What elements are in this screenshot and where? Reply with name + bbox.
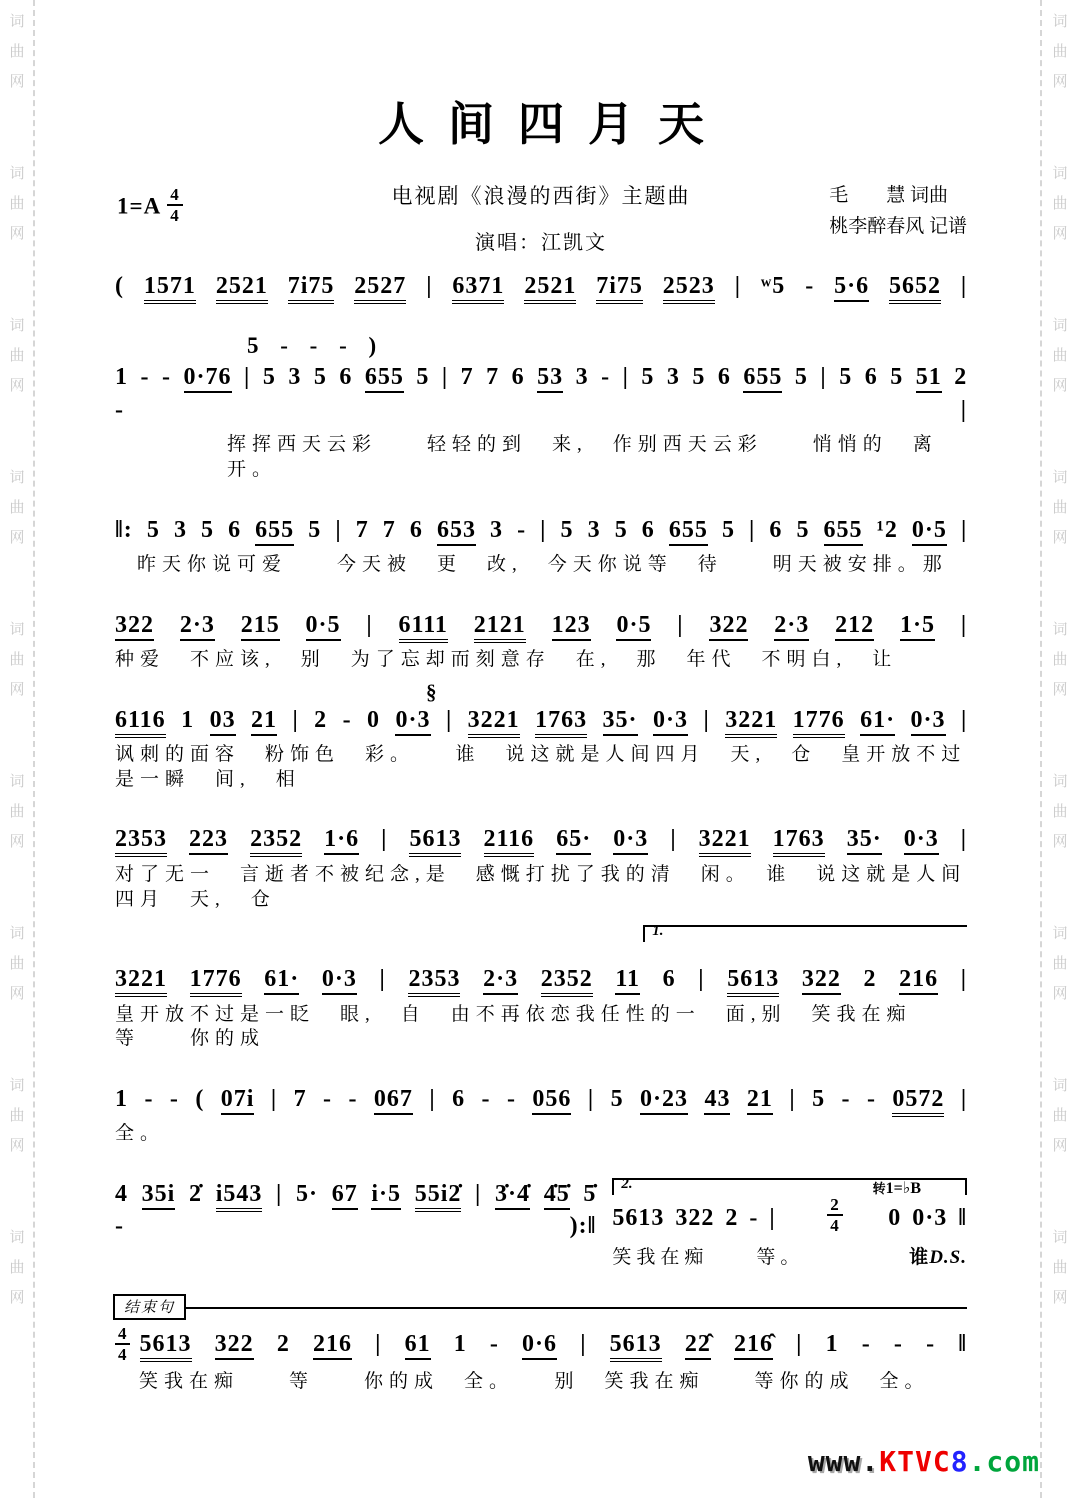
time-signature-bottom: 4 (830, 1216, 840, 1236)
notation-row: 5613 322 2 216 | 61 1 - 0·6 | 5613 22̂ 216̂ | 1 - - - ‖ (140, 1328, 968, 1360)
lyrics-row: 笑我在痴 等。 (612, 1246, 805, 1268)
site-watermark-ktvc: KTVC (879, 1445, 951, 1478)
music-system-6 (115, 823, 967, 912)
site-watermark (808, 1445, 1040, 1478)
music-system-7 (115, 923, 967, 1052)
time-signature-bottom: 4 (170, 206, 180, 226)
notation-row: 6116 1 03 21 | 2 - 0 0·3 | 3221 1763 35· 0·3 | 3221 1776 61· 0·3 | (115, 704, 967, 736)
key-change-value: 1=♭B (885, 1180, 921, 1198)
lyrics-row: 全。 (115, 1123, 166, 1145)
notation-row: 3221 1776 61· 0·3 | 2353 2·3 2352 11 6 | 5613 322 2 216 | (115, 963, 967, 995)
left-watermark-column: 词 曲 网 词 曲 网 词 曲 网 词 曲 网 词 曲 网 词 曲 网 词 曲 网 词 曲 网 词 曲 网 (9, 12, 25, 1306)
key-label: 1=A (117, 193, 162, 219)
notation-segment: 0 0·3 ‖ (888, 1205, 967, 1232)
right-watermark-column: 词 曲 网 词 曲 网 词 曲 网 词 曲 网 词 曲 网 词 曲 网 词 曲 网 词 曲 网 词 曲 网 (1052, 12, 1068, 1306)
music-system-2 (115, 333, 967, 482)
segno-icon: § (425, 679, 437, 704)
site-watermark-www: www. (807, 1445, 880, 1478)
lyrics-row: 皇开放不过是一眨 眼, 自 由不再依恋我任性的一 面,别 笑我在痴 等 你的成 (115, 1003, 962, 1050)
notation-row: 1 - - ( 07i | 7 - - 067 | 6 - - 056 | 5 0·23 43 21 | 5 - - 0572 | (115, 1083, 967, 1115)
transcriber-credit: 桃李醉春风 记谱 (829, 216, 967, 238)
time-signature-bottom: 4 (118, 1345, 127, 1365)
music-system-4 (115, 609, 967, 673)
music-system-3 (115, 514, 967, 578)
ds-lyric: 谁 (909, 1246, 930, 1268)
credits (829, 180, 967, 243)
site-watermark-com: .com (968, 1445, 1040, 1478)
notation-row: 1 - - 0·76 | 5 3 5 6 655 5 | 7 7 6 53 3 - | 5 3 5 6 655 5 | 5 6 5 51 2 - | (115, 364, 968, 423)
lyrics-row: 笑我在痴 等 你的成 全。 别 笑我在痴 等你的成 全。 (139, 1371, 930, 1393)
dal-segno-label (909, 1242, 967, 1269)
score-header (115, 180, 967, 266)
subtitle: 电视剧《浪漫的西街》主题曲 (391, 184, 691, 208)
music-system-8 (115, 1083, 967, 1147)
notation-row: 2353 223 2352 1·6 | 5613 2116 65· 0·3 | 3221 1763 35· 0·3 | (115, 823, 967, 855)
performer: 演唱：江凯文 (475, 232, 607, 254)
notation-row: ( 1571 2521 7i75 2527 | 6371 2521 7i75 2523 | ʷ5 - 5·6 5652 | (115, 270, 967, 302)
music-system-9 (115, 1178, 967, 1269)
first-ending-label: 1. (652, 923, 664, 940)
time-signature-2-4 (827, 1196, 843, 1235)
held-note-annotation: 5 - - - ) (247, 333, 377, 359)
music-system-1 (115, 270, 967, 302)
second-ending-label: 2. (621, 1176, 633, 1193)
notation-row: 322 2·3 215 0·5 | 6111 2121 123 0·5 | 322 2·3 212 1·5 | (115, 609, 967, 641)
lyrics-row: 对了无一 言逝者不被纪念,是 感慨打扰了我的清 闲。 谁 说这就是人间四月 天, 仓 (115, 863, 967, 910)
time-signature-top: 2 (827, 1196, 843, 1216)
lyrics-row: 讽刺的面容 粉饰色 彩。 谁 说这就是人间四月 天, 仓 皇开放不过是一瞬 间, 相 (115, 744, 967, 790)
composer-credit: 毛 慧 词曲 (829, 185, 948, 206)
notation-row: 4 35i 2̇ i543 | 5· 67 i·5 55i2̇ | 3̇·4̇ 4̇5̇ 5̇ - ):‖ (115, 1181, 597, 1240)
notation-row (612, 1196, 967, 1235)
right-dashed-line (1040, 0, 1042, 1498)
song-title: 人间四月天 (378, 99, 728, 150)
key-change-prefix: 转 (872, 1181, 886, 1197)
notation-segment: 5613 322 2 - | (612, 1205, 776, 1232)
ending-section (115, 1299, 967, 1395)
time-signature-4-4 (115, 1325, 130, 1364)
key-change-label (873, 1178, 921, 1198)
notation-row: ‖: 5 3 5 6 655 5 | 7 7 6 653 3 - | 5 3 5 6 655 5 | 6 5 655 ¹2 0·5 | (115, 514, 967, 546)
notation-systems (115, 270, 967, 1395)
second-ending-bracket (612, 1176, 967, 1198)
time-signature-top: 4 (167, 186, 183, 206)
site-watermark-8: 8 (950, 1445, 969, 1478)
music-system-5 (115, 679, 968, 793)
lyrics-row: 挥挥西天云彩 轻轻的到 来, 作别西天云彩 悄悄的 离开。 (227, 434, 938, 480)
lyrics-row: 昨天你说可爱 今天被 更 改, 今天你说等 待 明天被安排。那 (137, 553, 948, 575)
lyrics-row: 种爱 不应该, 别 为了忘却而刻意存 在, 那 年代 不明白, 让 (115, 649, 898, 671)
first-ending-bracket (643, 925, 967, 942)
ending-section-label: 结束句 (113, 1294, 186, 1320)
time-signature-top: 4 (115, 1325, 130, 1345)
score-content (115, 88, 967, 1426)
ds-mark: D.S. (929, 1246, 967, 1268)
left-dashed-line (33, 0, 35, 1498)
